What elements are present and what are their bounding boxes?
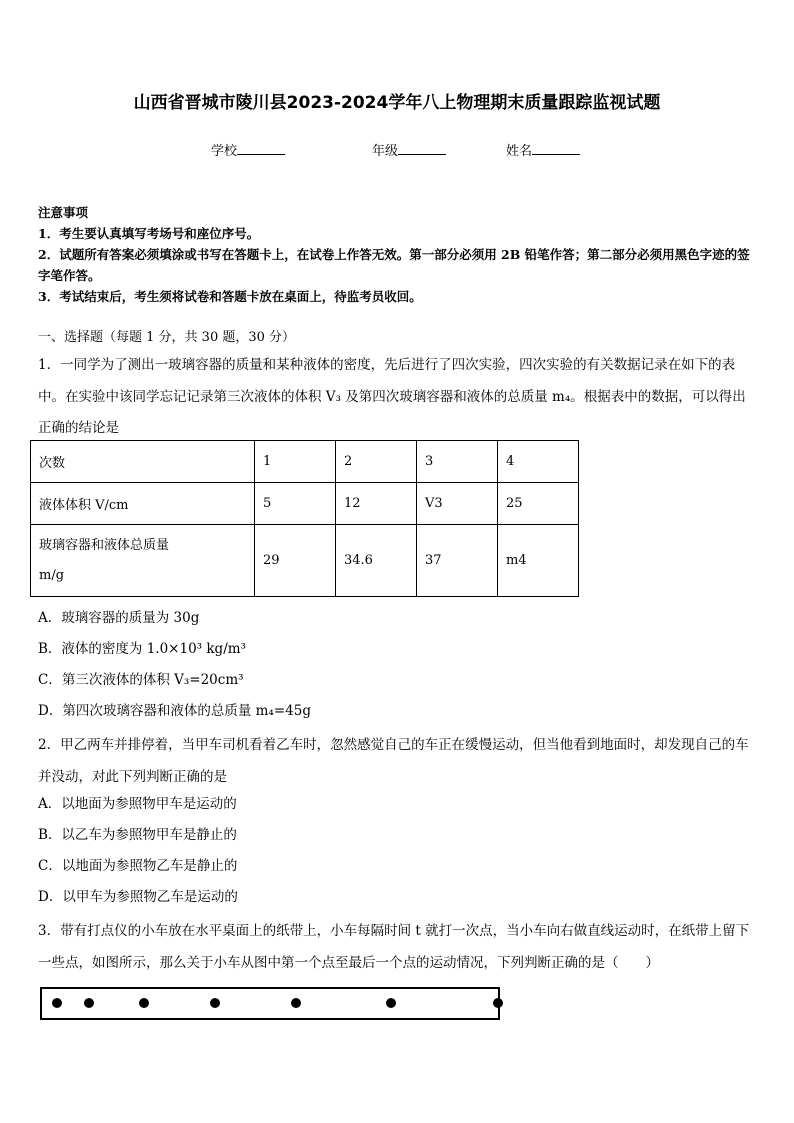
notes-heading: 注意事项 [38, 205, 89, 220]
tape-dot [52, 998, 62, 1008]
q2-option-d[interactable]: D．以甲车为参照物乙车是运动的 [38, 889, 238, 905]
data-table [30, 440, 579, 597]
ticker-tape-figure [40, 987, 500, 1020]
tape-dot [139, 998, 149, 1008]
notes-item: 3．考试结束后，考生须将试卷和答题卡放在桌面上，待监考员收回。 [38, 289, 422, 304]
tape-dot [493, 998, 503, 1008]
table-cell: 次数 [31, 441, 255, 483]
page-title: 山西省晋城市陵川县2023-2024学年八上物理期末质量跟踪监视试题 [133, 93, 661, 113]
grade-field[interactable] [372, 140, 446, 159]
table-cell: 液体体积 V/cm [31, 483, 255, 525]
q2-option-c[interactable]: C．以地面为参照物乙车是静止的 [38, 858, 238, 874]
table-cell: 1 [255, 441, 336, 483]
table-row [31, 483, 579, 525]
name-blank[interactable] [532, 142, 580, 155]
q1-option-c[interactable]: C．第三次液体的体积 V₃=20cm³ [38, 672, 244, 688]
notes-item: 2．试题所有答案必须填涂或书写在答题卡上，在试卷上作答无效。第一部分必须用 2B 铅笔作答；第二部分必须用黑色字迹的签字笔作答。 [38, 247, 750, 283]
table-cell: 3 [417, 441, 498, 483]
table-cell: 5 [255, 483, 336, 525]
grade-blank[interactable] [398, 142, 446, 155]
table-cell: 25 [498, 483, 579, 525]
tape-dot [386, 998, 396, 1008]
table-cell: m4 [498, 525, 579, 597]
table-cell: V3 [417, 483, 498, 525]
notes-section [38, 202, 758, 307]
table-cell: 4 [498, 441, 579, 483]
school-blank[interactable] [237, 142, 285, 155]
table-cell: 2 [336, 441, 417, 483]
grade-label: 年级 [372, 144, 399, 159]
table-cell: 37 [417, 525, 498, 597]
q1-stem: 1．一同学为了测出一玻璃容器的质量和某种液体的密度，先后进行了四次实验，四次实验的有关数据记录在如下的表中。在实验中该同学忘记记录第三次液体的体积 V₃ 及第四次玻璃容器和液体的总质量 m₄。根据表中的数据，可以得出正确的结论是 [38, 357, 746, 436]
table-cell: 玻璃容器和液体总质量 m/g [31, 525, 255, 597]
table-cell: 34.6 [336, 525, 417, 597]
q2-option-b[interactable]: B．以乙车为参照物甲车是静止的 [38, 827, 237, 843]
q1-option-a[interactable]: A．玻璃容器的质量为 30g [38, 610, 200, 626]
q1-option-d[interactable]: D．第四次玻璃容器和液体的总质量 m₄=45g [38, 703, 311, 719]
q1-option-b[interactable]: B．液体的密度为 1.0×10³ kg/m³ [38, 641, 246, 657]
q2-stem: 2．甲乙两车并排停着，当甲车司机看着乙车时，忽然感觉自己的车正在缓慢运动，但当他看到地面时，却发现自己的车并没动，对此下列判断正确的是 [38, 737, 749, 785]
table-cell: 29 [255, 525, 336, 597]
tape-dot [291, 998, 301, 1008]
notes-item: 1．考生要认真填写考场号和座位序号。 [38, 226, 260, 241]
tape-dot [210, 998, 220, 1008]
section-heading: 一、选择题（每题 1 分，共 30 题，30 分） [38, 330, 296, 345]
tape-dot [84, 998, 94, 1008]
table-cell: 12 [336, 483, 417, 525]
q3-stem: 3．带有打点仪的小车放在水平桌面上的纸带上，小车每隔时间 t 就打一次点，当小车向右做直线运动时，在纸带上留下一些点，如图所示，那么关于小车从图中第一个点至最后一个点的运动情况，下列判断正确的是（ ） [38, 923, 750, 971]
q2-option-a[interactable]: A．以地面为参照物甲车是运动的 [38, 796, 237, 812]
name-label: 姓名 [506, 144, 533, 159]
table-row [31, 441, 579, 483]
school-label: 学校 [211, 144, 238, 159]
table-row [31, 525, 579, 597]
name-field[interactable] [506, 140, 580, 159]
school-field[interactable] [211, 140, 285, 159]
